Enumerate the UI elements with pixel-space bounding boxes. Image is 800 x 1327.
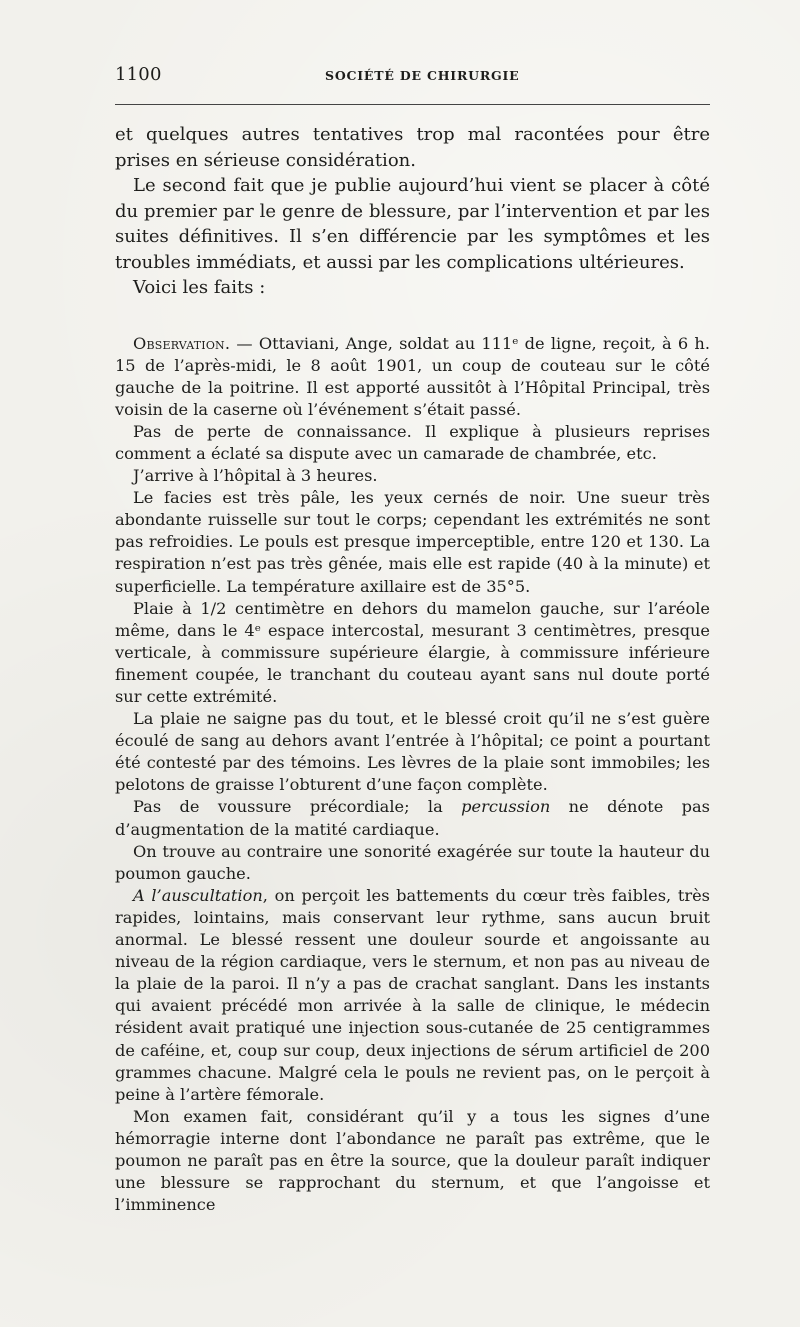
observation-paragraph: La plaie ne saigne pas du tout, et le blessé croit qu’il ne s’est guère écoulé de sang au dehors avant l’entrée à l’hôpital; ce point a pourtant été contesté par des témoins. Les lèvres de la plaie sont immobiles; les pelotons de graisse l’obturent d’une façon complète. — [115, 709, 710, 795]
italic-term: A l’auscultation — [133, 885, 263, 905]
observation-text: Pas de voussure précordiale; la — [133, 797, 462, 817]
italic-term: percussion — [461, 797, 551, 817]
observation-text: ne dénote pas d’augmentation de la matité cardiaque. — [115, 797, 710, 839]
observation-paragraph: Mon examen fait, considérant qu’il y a tous les signes d’une hémorragie interne dont l’abondance ne paraît pas extrême, que le poumon ne paraît pas en être la source, que la douleur paraît indiquer une blessure se rapprochant du sternum, et que l’angoisse et l’imminence — [115, 1106, 710, 1215]
observation-paragraph: On trouve au contraire une sonorité exagérée sur toute la hauteur du poumon gauche. — [115, 841, 710, 883]
paragraph: Voici les faits : — [133, 277, 266, 298]
paragraph: Le second fait que je publie aujourd’hui vient se placer à côté du premier par le genre de blessure, par l’intervention et par les suites définitives. Il s’en différencie par les symptômes et les troubles immédiats, et aussi par les complications ultérieures. — [115, 175, 710, 273]
observation-paragraph: Le facies est très pâle, les yeux cernés de noir. Une sueur très abondante ruisselle sur tout le corps; cependant les extrémités ne sont pas refroidies. Le pouls est presque imperceptible, entre 120 et 130. La respiration n’est pas très gênée, mais elle est rapide (40 à la minute) et superficielle. La température axillaire est de 35°5. — [115, 488, 710, 596]
observation-paragraph — [115, 333, 710, 421]
observation-paragraph: Plaie à 1/2 centimètre en dehors du mamelon gauche, sur l’aréole même, dans le 4ᵉ espace intercostal, mesurant 3 centimètres, presque verticale, à commissure supérieure élargie, à commissure inférieure finement coupée, le tranchant du couteau ayant sans nul doute porté sur cette extrémité. — [115, 598, 710, 706]
observation-paragraph — [115, 885, 710, 1106]
observation-paragraph: J’arrive à l’hôpital à 3 heures. — [133, 466, 378, 486]
paragraph: et quelques autres tentatives trop mal racontées pour être prises en sérieuse considération. — [115, 124, 710, 171]
observation-paragraph: Pas de perte de connaissance. Il explique à plusieurs reprises comment a éclaté sa dispute avec un camarade de chambrée, etc. — [115, 421, 710, 463]
page-header — [115, 64, 710, 86]
observation-text: — Ottaviani, Ange, soldat au 111ᵉ de ligne, reçoit, à 6 h. 15 de l’après-midi, le 8 août 1901, un coup de couteau sur le côté gauche de la poitrine. Il est apporté aussitôt à l’Hôpital Principal, très voisin de la caserne où l’événement s’était passé. — [115, 333, 710, 419]
page-number: 1100 — [115, 64, 162, 85]
header-rule — [115, 104, 710, 105]
observation-paragraph — [115, 796, 710, 840]
main-text — [115, 122, 710, 301]
running-head: SOCIÉTÉ DE CHIRURGIE — [325, 68, 520, 83]
page-content — [115, 122, 710, 1216]
observation-section — [115, 333, 710, 1217]
observation-text: , on perçoit les battements du cœur très faibles, très rapides, lointains, mais conservant leur rythme, sans aucun bruit anormal. Le blessé ressent une douleur sourde et angoissante au niveau de la région cardiaque, vers le sternum, et non pas au niveau de la plaie de la paroi. Il n’y a pas de crachat sanglant. Dans les instants qui avaient précédé mon arrivée à la salle de clinique, le médecin résident avait pratiqué une injection sous-cutanée de 25 centigrammes de caféine, et, coup sur coup, deux injections de sérum artificiel de 200 grammes chacune. Malgré cela le pouls ne revient pas, on le perçoit à peine à l’artère fémorale. — [115, 885, 710, 1104]
observation-label: Observation. — [133, 333, 231, 353]
